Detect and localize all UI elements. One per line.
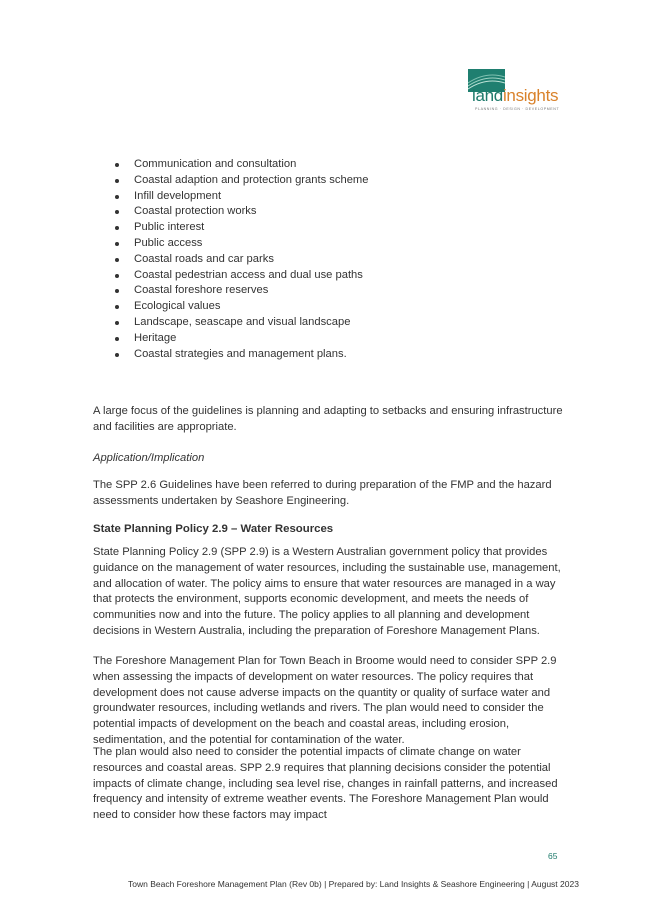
logo-tagline: PLANNING · DESIGN · DEVELOPMENT [475, 107, 560, 111]
bullet-dot-icon [115, 321, 119, 325]
paragraph-climate: The plan would also need to consider the potential impacts of climate change on water resources and coastal areas. SPP 2.9 requires that planning decisions consider the potential impacts of climate change, including sea level rise, changes in rainfall patterns, and increased frequency and intensity of extreme weather events. The Foreshore Management Plan would need to consider how these factors may impact [93, 746, 558, 822]
bullet-dot-icon [115, 179, 119, 183]
bullet-list [111, 157, 368, 362]
bullet-dot-icon [115, 353, 119, 357]
subheading-application: Application/Implication [93, 452, 205, 464]
paragraph-spp26: The SPP 2.6 Guidelines have been referred to during preparation of the FMP and the hazard assessments undertaken by Seashore Engineering. [93, 479, 552, 507]
bullet-dot-icon [115, 163, 119, 167]
logo-wordmark [472, 86, 558, 106]
bullet-dot-icon [115, 210, 119, 214]
list-item: Ecological values [111, 299, 368, 315]
bullet-dot-icon [115, 195, 119, 199]
bullet-dot-icon [115, 258, 119, 262]
list-item: Infill development [111, 189, 368, 205]
list-item: Public interest [111, 220, 368, 236]
bullet-dot-icon [115, 305, 119, 309]
page-footer: Town Beach Foreshore Management Plan (Rev 0b) | Prepared by: Land Insights & Seashore Engineering | August 2023 [128, 879, 579, 889]
logo-word-land: land [472, 86, 503, 105]
paragraph-fmp: The Foreshore Management Plan for Town Beach in Broome would need to consider SPP 2.9 when assessing the impacts of development on water resources. The policy requires that development does not cause adverse impacts on the quantity or quality of surface water and groundwater resources, including wetlands and rivers. The plan would need to consider the potential impacts of development on the beach and coastal areas, including erosion, sedimentation, and the potential for contamination of the water. [93, 655, 557, 746]
land-insights-logo [468, 69, 564, 115]
list-item: Coastal foreshore reserves [111, 283, 368, 299]
page-number: 65 [548, 851, 558, 861]
logo-word-insights: insights [502, 86, 559, 105]
list-item: Coastal protection works [111, 204, 368, 220]
list-item: Coastal strategies and management plans. [111, 347, 368, 363]
list-item: Public access [111, 236, 368, 252]
list-item: Landscape, seascape and visual landscape [111, 315, 368, 331]
list-item: Heritage [111, 331, 368, 347]
bullet-dot-icon [115, 337, 119, 341]
list-item: Coastal adaption and protection grants scheme [111, 173, 368, 189]
bullet-dot-icon [115, 242, 119, 246]
list-item: Coastal roads and car parks [111, 252, 368, 268]
bullet-dot-icon [115, 274, 119, 278]
paragraph-spp29-intro: State Planning Policy 2.9 (SPP 2.9) is a Western Australian government policy that provides guidance on the management of water resources, including the sustainable use, management, and allocation of water. The policy aims to ensure that water resources are managed in a way that protects the environment, supports economic development, and meets the needs of communities now and into the future. The policy applies to all planning and development decisions in Western Australia, including the preparation of Foreshore Management Plans. [93, 546, 561, 637]
list-item: Coastal pedestrian access and dual use paths [111, 268, 368, 284]
bullet-dot-icon [115, 226, 119, 230]
paragraph-focus: A large focus of the guidelines is planning and adapting to setbacks and ensuring infrastructure and facilities are appropriate. [93, 405, 563, 433]
heading-spp29: State Planning Policy 2.9 – Water Resources [93, 523, 334, 535]
list-item: Communication and consultation [111, 157, 368, 173]
bullet-dot-icon [115, 289, 119, 293]
